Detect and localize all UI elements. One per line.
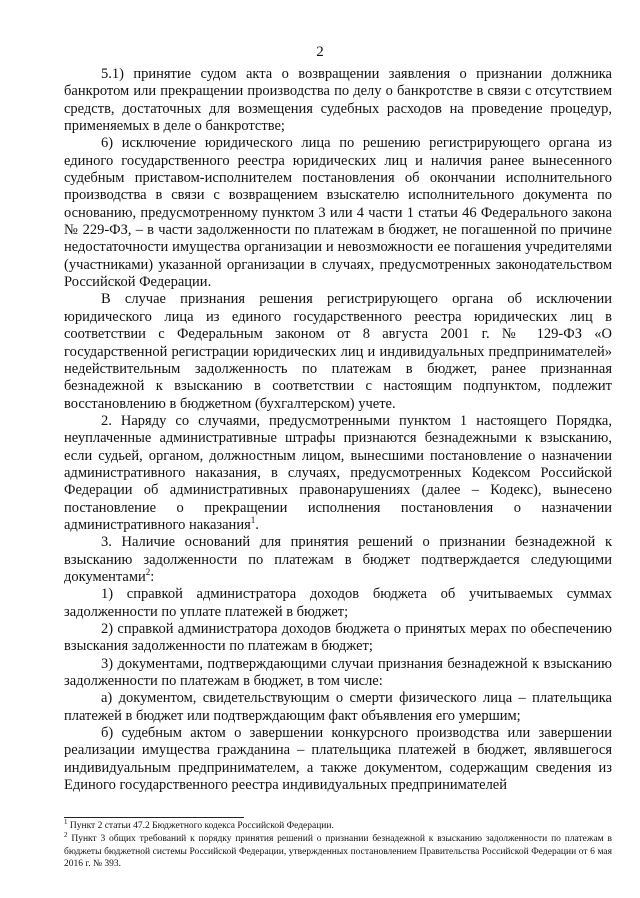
paragraph-6: 6) исключение юридического лица по решению регистрирующего органа из единого государственного реестра юридических лиц и наличия ранее вынесенного судебным приставом-исполнителем постановления об окончании исполнительного производства в связи с возвращением взыскателю исполнительного документа по основанию, предусмотренному пунктом 3 или 4 части 1 статьи 46 Федерального закона № 229-ФЗ, – в части задолженности по платежам в бюджет, не погашенной по причине недостаточности имущества организации и невозможности ее погашения учредителями (участниками) указанной организации в случаях, предусмотренных законодательством Российской Федерации. (64, 135, 612, 291)
footnotes (64, 817, 612, 872)
paragraph-restoration: В случае признания решения регистрирующего органа об исключении юридического лица из единого государственного реестра юридических лиц в соответствии с Федеральным законом от 8 августа 2001 г. № 129-ФЗ «О государственной регистрации юридических лиц и индивидуальных предпринимателей» недействительным задолженность по платежам в бюджет, ранее признанная безнадежной к взысканию в соответствии с настоящим подпунктом, подлежит восстановлению в бюджетном (бухгалтерском) учете. (64, 291, 612, 412)
paragraph-3: 3. Наличие оснований для принятия решений о признании безнадежной к взысканию задолженности по платежам в бюджет подтверждается следующими документами$^2$: (64, 534, 612, 585)
footnote-divider (64, 817, 244, 818)
paragraph-3-3: 3) документами, подтверждающими случаи признания безнадежной к взысканию задолженности по платежам в бюджет, в том числе: (64, 655, 612, 690)
paragraph-5-1: 5.1) принятие судом акта о возвращении заявления о признании должника банкротом или прекращении производства по делу о банкротстве в связи с отсутствием средств, достаточных для возмещения судебных расходов на проведение процедур, применяемых в деле о банкротстве; (64, 66, 612, 135)
paragraph-3-3-b: б) судебным актом о завершении конкурсного производства или завершении реализации имущества гражданина – плательщика платежей в бюджет, являвшегося индивидуальным предпринимателем, а также документом, содержащим сведения из Единого государственного реестра индивидуальных предпринимателей (64, 725, 612, 794)
footnote-2: $^2$ Пункт 3 общих требований к порядку принятия решений о признании безнадежной к взысканию задолженности по платежам в бюджеты бюджетной системы Российской Федерации, утвержденных постановлением Правительства Российской Федерации от 6 мая 2016 г. № 393. (64, 831, 612, 870)
paragraph-3-3-a: а) документом, свидетельствующим о смерти физического лица – плательщика платежей в бюджет или подтверждающим факт объявления его умершим; (64, 690, 612, 724)
footnote-ref-1[interactable]: 1 (250, 515, 256, 526)
page-number: 2 (316, 44, 324, 60)
footnote-marker-2: 2 (64, 831, 68, 840)
paragraph-2: 2. Наряду со случаями, предусмотренными пунктом 1 настоящего Порядка, неуплаченные административные штрафы признаются безнадежными к взысканию, если судьей, органом, должностным лицом, вынесшими постановление о назначении административного наказания, в случаях, предусмотренных Кодексом Российской Федерации об административных правонарушениях (далее – Кодекс), вынесено постановление о прекращении исполнения постановления о назначении административного наказания$^1$. (64, 412, 612, 533)
footnote-marker-1: 1 (64, 817, 68, 826)
paragraph-3-2: 2) справкой администратора доходов бюджета о принятых мерах по обеспечению взыскания задолженности по платежам в бюджет; (64, 621, 612, 655)
footnote-1: $^1$ Пункт 2 статьи 47.2 Бюджетного кодекса Российской Федерации. (64, 817, 334, 831)
paragraph-3-1: 1) справкой администратора доходов бюджета об учитываемых суммах задолженности по уплате платежей в бюджет; (64, 586, 612, 620)
footnote-ref-2[interactable]: 2 (145, 567, 151, 578)
document-body (64, 66, 612, 794)
